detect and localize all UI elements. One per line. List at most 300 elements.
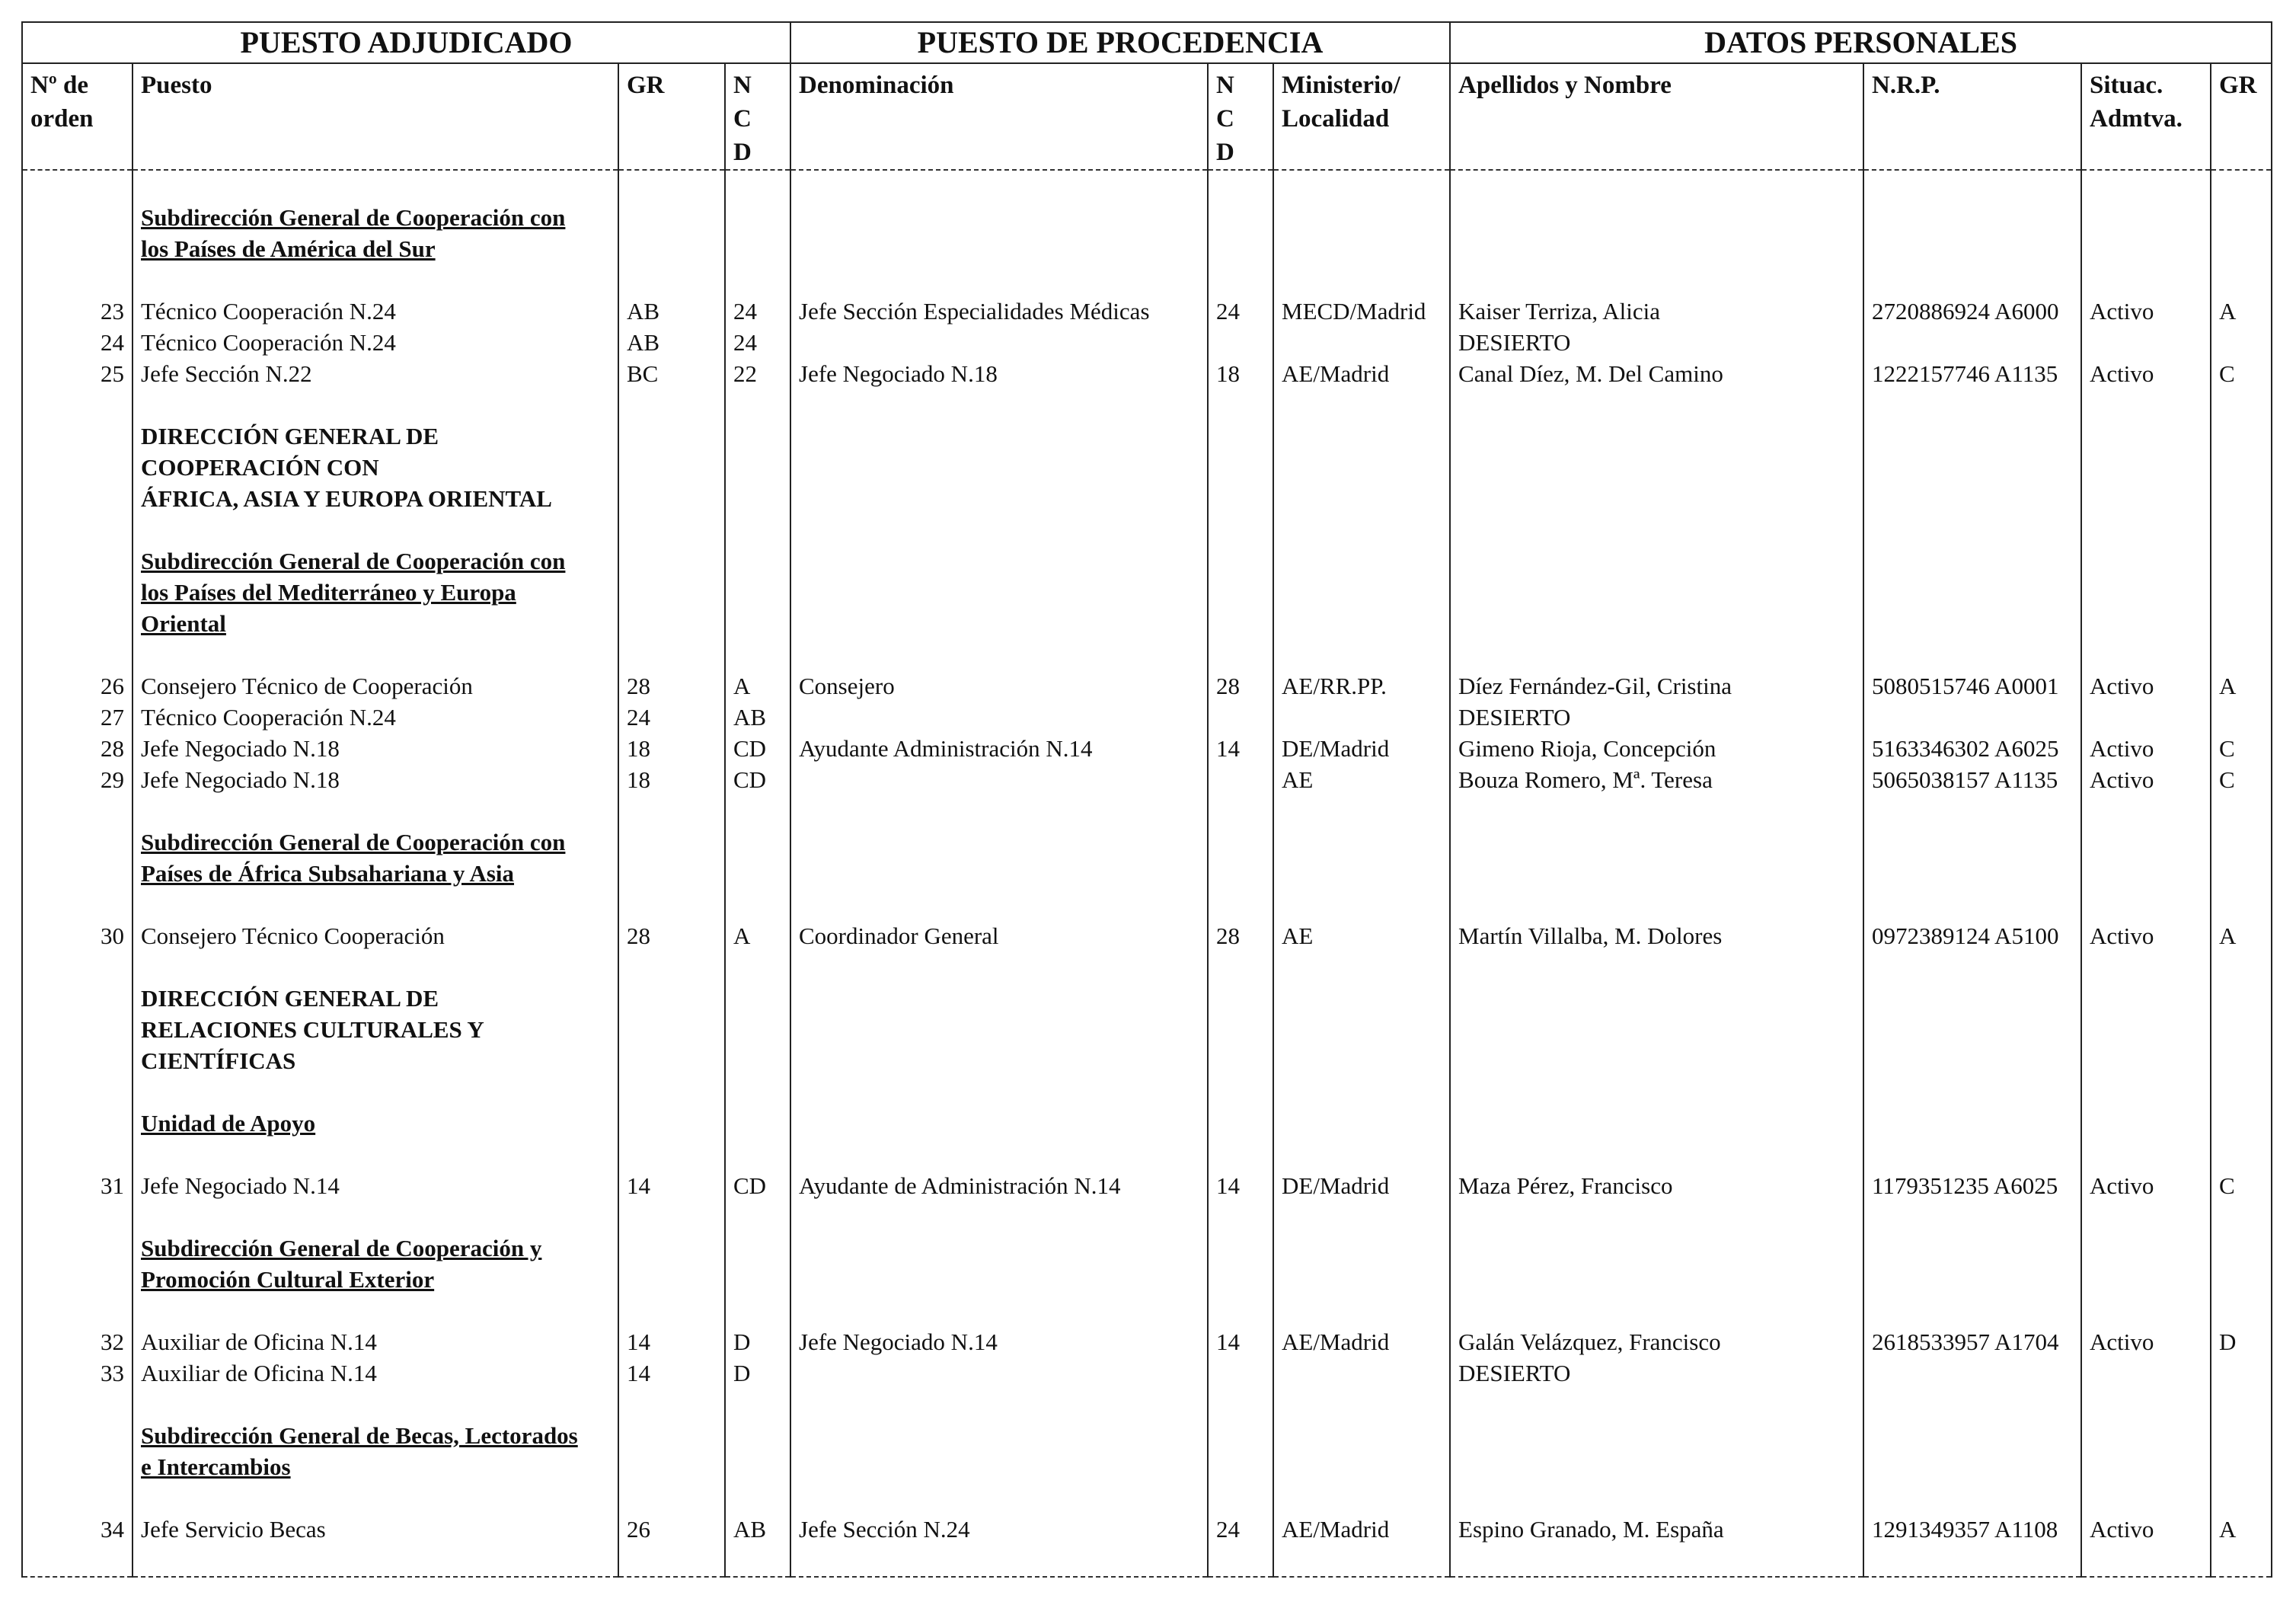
- puesto-cell: Auxiliar de Oficina N.14: [133, 1326, 618, 1357]
- empty-cell: [790, 452, 1208, 483]
- empty-cell: [1273, 233, 1450, 264]
- spacer-cell: [2211, 389, 2272, 420]
- heading-line: Subdirección General de Cooperación con: [141, 829, 566, 855]
- spacer-cell: [2211, 951, 2272, 983]
- empty-cell: [618, 1233, 725, 1264]
- empty-cell: [1208, 233, 1273, 264]
- empty-cell: [1273, 1108, 1450, 1139]
- empty-cell: [790, 233, 1208, 264]
- situacion-cell: Activo: [2081, 670, 2211, 702]
- empty-cell: [22, 858, 133, 889]
- table-row: [22, 1357, 2272, 1389]
- empty-cell: [22, 983, 133, 1014]
- ncd-cell: 24: [725, 327, 790, 358]
- nrp-cell: 2720886924 A6000: [1863, 296, 2081, 327]
- empty-cell: [2081, 983, 2211, 1014]
- spacer-cell: [1273, 951, 1450, 983]
- ncd-procedencia-cell: [1208, 327, 1273, 358]
- gr-personal-cell: [2211, 702, 2272, 733]
- empty-cell: [1208, 858, 1273, 889]
- spacer-cell: [790, 170, 1208, 202]
- spacer-cell: [2211, 1201, 2272, 1233]
- col-gr: GR: [618, 63, 725, 170]
- spacer-cell: [725, 514, 790, 545]
- spacer-cell: [790, 1139, 1208, 1170]
- empty-cell: [618, 1451, 725, 1482]
- heading-line: CIENTÍFICAS: [141, 1047, 296, 1074]
- empty-cell: [2081, 545, 2211, 577]
- denominacion-cell: Jefe Sección N.24: [790, 1514, 1208, 1545]
- orden-cell: 25: [22, 358, 133, 389]
- empty-cell: [790, 1108, 1208, 1139]
- ministerio-cell: MECD/Madrid: [1273, 296, 1450, 327]
- empty-cell: [1273, 545, 1450, 577]
- spacer-cell: [1863, 1201, 2081, 1233]
- empty-cell: [790, 1014, 1208, 1045]
- spacer-cell: [790, 1201, 1208, 1233]
- spacer-cell: [1273, 514, 1450, 545]
- spacer-cell: [790, 1295, 1208, 1326]
- empty-cell: [1208, 202, 1273, 233]
- table-row: [22, 1326, 2272, 1357]
- empty-cell: [2081, 1108, 2211, 1139]
- spacer-row: [22, 1545, 2272, 1577]
- nrp-cell: 5080515746 A0001: [1863, 670, 2081, 702]
- spacer-row: [22, 1295, 2272, 1326]
- table-row: [22, 702, 2272, 733]
- orden-cell: 28: [22, 733, 133, 764]
- gr-personal-cell: A: [2211, 296, 2272, 327]
- spacer-cell: [790, 1076, 1208, 1108]
- nrp-cell: 1179351235 A6025: [1863, 1170, 2081, 1201]
- col-ncd-procedencia: N C D: [1208, 63, 1273, 170]
- heading-line: Subdirección General de Becas, Lectorados: [141, 1422, 578, 1449]
- empty-cell: [790, 608, 1208, 639]
- section-heading: [133, 452, 618, 483]
- spacer-cell: [22, 170, 133, 202]
- spacer-cell: [1450, 889, 1863, 920]
- empty-cell: [1863, 1233, 2081, 1264]
- spacer-cell: [1450, 170, 1863, 202]
- empty-cell: [2211, 483, 2272, 514]
- empty-cell: [618, 202, 725, 233]
- ncd-procedencia-cell: 14: [1208, 1326, 1273, 1357]
- spacer-cell: [2211, 889, 2272, 920]
- heading-line: e Intercambios: [141, 1453, 291, 1480]
- subheading-row: [22, 1420, 2272, 1451]
- spacer-cell: [1450, 1076, 1863, 1108]
- empty-cell: [2211, 202, 2272, 233]
- empty-cell: [2211, 577, 2272, 608]
- section-subheading: [133, 545, 618, 577]
- empty-cell: [1450, 1233, 1863, 1264]
- spacer-cell: [618, 389, 725, 420]
- spacer-cell: [725, 795, 790, 826]
- spacer-row: [22, 1201, 2272, 1233]
- spacer-cell: [790, 1482, 1208, 1514]
- empty-cell: [790, 1233, 1208, 1264]
- ncd-cell: AB: [725, 702, 790, 733]
- spacer-cell: [1273, 389, 1450, 420]
- nrp-cell: 5065038157 A1135: [1863, 764, 2081, 795]
- ministerio-cell: AE: [1273, 920, 1450, 951]
- empty-cell: [1208, 608, 1273, 639]
- ministerio-cell: [1273, 327, 1450, 358]
- empty-cell: [2081, 1451, 2211, 1482]
- empty-cell: [1863, 420, 2081, 452]
- empty-cell: [725, 545, 790, 577]
- spacer-cell: [618, 889, 725, 920]
- nrp-cell: 5163346302 A6025: [1863, 733, 2081, 764]
- empty-cell: [1863, 452, 2081, 483]
- empty-cell: [1273, 1045, 1450, 1076]
- puesto-cell: Auxiliar de Oficina N.14: [133, 1357, 618, 1389]
- empty-cell: [2211, 452, 2272, 483]
- col-puesto: Puesto: [133, 63, 618, 170]
- empty-cell: [2211, 1420, 2272, 1451]
- gr-cell: AB: [618, 327, 725, 358]
- spacer-cell: [1208, 1295, 1273, 1326]
- spacer-cell: [1273, 1295, 1450, 1326]
- ministerio-cell: DE/Madrid: [1273, 733, 1450, 764]
- spacer-cell: [133, 1201, 618, 1233]
- puesto-cell: Jefe Negociado N.18: [133, 764, 618, 795]
- empty-cell: [725, 1045, 790, 1076]
- spacer-row: [22, 889, 2272, 920]
- spacer-cell: [790, 889, 1208, 920]
- empty-cell: [1273, 826, 1450, 858]
- empty-cell: [618, 1108, 725, 1139]
- col-ministerio: Ministerio/ Localidad: [1273, 63, 1450, 170]
- nrp-cell: [1863, 1357, 2081, 1389]
- heading-line: los Países del Mediterráneo y Europa: [141, 579, 516, 606]
- ncd-procedencia-cell: 14: [1208, 733, 1273, 764]
- spacer-cell: [2211, 795, 2272, 826]
- spacer-cell: [1208, 951, 1273, 983]
- spacer-cell: [1863, 389, 2081, 420]
- empty-cell: [725, 858, 790, 889]
- empty-cell: [2081, 826, 2211, 858]
- empty-cell: [1450, 1045, 1863, 1076]
- spacer-cell: [1450, 1295, 1863, 1326]
- spacer-cell: [725, 170, 790, 202]
- gr-personal-cell: A: [2211, 1514, 2272, 1545]
- empty-cell: [22, 1233, 133, 1264]
- spacer-cell: [2211, 264, 2272, 296]
- spacer-cell: [1208, 889, 1273, 920]
- spacer-cell: [1208, 1389, 1273, 1420]
- col-ncd: N C D: [725, 63, 790, 170]
- empty-cell: [1863, 1014, 2081, 1045]
- empty-cell: [1450, 1451, 1863, 1482]
- section-subheading: [133, 1108, 618, 1139]
- spacer-cell: [1208, 170, 1273, 202]
- gr-cell: 24: [618, 702, 725, 733]
- spacer-cell: [1450, 1201, 1863, 1233]
- empty-cell: [1450, 826, 1863, 858]
- heading-line: DIRECCIÓN GENERAL DE: [141, 423, 439, 449]
- spacer-cell: [1273, 1201, 1450, 1233]
- empty-cell: [1208, 983, 1273, 1014]
- puesto-cell: Técnico Cooperación N.24: [133, 327, 618, 358]
- spacer-cell: [618, 1295, 725, 1326]
- empty-cell: [1450, 1420, 1863, 1451]
- empty-cell: [725, 1264, 790, 1295]
- spacer-cell: [618, 1389, 725, 1420]
- empty-cell: [22, 233, 133, 264]
- gr-personal-cell: A: [2211, 670, 2272, 702]
- empty-cell: [1863, 858, 2081, 889]
- section-subheading: [133, 1451, 618, 1482]
- empty-cell: [618, 545, 725, 577]
- gr-personal-cell: C: [2211, 358, 2272, 389]
- table-row: [22, 327, 2272, 358]
- spacer-cell: [22, 951, 133, 983]
- heading-row: [22, 983, 2272, 1014]
- ncd-cell: 24: [725, 296, 790, 327]
- spacer-cell: [2081, 1545, 2211, 1577]
- spacer-cell: [1208, 1139, 1273, 1170]
- heading-line: los Países de América del Sur: [141, 235, 436, 262]
- puesto-cell: Jefe Servicio Becas: [133, 1514, 618, 1545]
- spacer-cell: [725, 264, 790, 296]
- situacion-cell: Activo: [2081, 358, 2211, 389]
- orden-cell: 24: [22, 327, 133, 358]
- nombre-cell: DESIERTO: [1450, 327, 1863, 358]
- spacer-cell: [2081, 1389, 2211, 1420]
- col-gr-personal: GR: [2211, 63, 2272, 170]
- empty-cell: [1450, 983, 1863, 1014]
- empty-cell: [1450, 452, 1863, 483]
- spacer-cell: [1208, 389, 1273, 420]
- empty-cell: [1863, 233, 2081, 264]
- situacion-cell: [2081, 1357, 2211, 1389]
- group-header-personales: DATOS PERSONALES: [1450, 22, 2272, 63]
- spacer-cell: [790, 951, 1208, 983]
- heading-line: Unidad de Apoyo: [141, 1110, 316, 1137]
- empty-cell: [1863, 483, 2081, 514]
- spacer-cell: [2081, 1201, 2211, 1233]
- ncd-cell: D: [725, 1357, 790, 1389]
- orden-cell: 31: [22, 1170, 133, 1201]
- table-row: [22, 296, 2272, 327]
- heading-line: ÁFRICA, ASIA Y EUROPA ORIENTAL: [141, 485, 552, 512]
- ncd-cell: CD: [725, 733, 790, 764]
- empty-cell: [618, 452, 725, 483]
- empty-cell: [1863, 1264, 2081, 1295]
- empty-cell: [2081, 577, 2211, 608]
- heading-row: [22, 1014, 2272, 1045]
- col-nrp: N.R.P.: [1863, 63, 2081, 170]
- empty-cell: [2081, 1014, 2211, 1045]
- spacer-cell: [725, 1482, 790, 1514]
- empty-cell: [618, 826, 725, 858]
- orden-cell: 32: [22, 1326, 133, 1357]
- spacer-row: [22, 795, 2272, 826]
- spacer-cell: [2211, 1139, 2272, 1170]
- col-situacion: Situac. Admtva.: [2081, 63, 2211, 170]
- spacer-cell: [2211, 1076, 2272, 1108]
- spacer-cell: [133, 1389, 618, 1420]
- ncd-procedencia-cell: 24: [1208, 1514, 1273, 1545]
- spacer-cell: [1273, 264, 1450, 296]
- puesto-cell: Técnico Cooperación N.24: [133, 702, 618, 733]
- table-row: [22, 733, 2272, 764]
- empty-cell: [725, 983, 790, 1014]
- empty-cell: [1208, 826, 1273, 858]
- empty-cell: [1208, 452, 1273, 483]
- ncd-procedencia-cell: [1208, 764, 1273, 795]
- empty-cell: [2081, 608, 2211, 639]
- empty-cell: [2081, 858, 2211, 889]
- nombre-cell: Galán Velázquez, Francisco: [1450, 1326, 1863, 1357]
- empty-cell: [725, 577, 790, 608]
- orden-cell: 30: [22, 920, 133, 951]
- spacer-cell: [618, 1139, 725, 1170]
- empty-cell: [1208, 1045, 1273, 1076]
- empty-cell: [1273, 1014, 1450, 1045]
- denominacion-cell: Ayudante de Administración N.14: [790, 1170, 1208, 1201]
- spacer-cell: [22, 889, 133, 920]
- nombre-cell: Bouza Romero, Mª. Teresa: [1450, 764, 1863, 795]
- gr-cell: 14: [618, 1326, 725, 1357]
- empty-cell: [22, 1014, 133, 1045]
- ncd-procedencia-cell: 28: [1208, 920, 1273, 951]
- spacer-cell: [2081, 1139, 2211, 1170]
- spacer-cell: [1450, 795, 1863, 826]
- empty-cell: [1450, 1264, 1863, 1295]
- denominacion-cell: [790, 764, 1208, 795]
- empty-cell: [790, 420, 1208, 452]
- spacer-cell: [133, 1139, 618, 1170]
- section-subheading: [133, 608, 618, 639]
- empty-cell: [2081, 483, 2211, 514]
- group-header-row: [22, 22, 2272, 63]
- spacer-cell: [2081, 889, 2211, 920]
- empty-cell: [1208, 1014, 1273, 1045]
- spacer-cell: [2081, 1076, 2211, 1108]
- empty-cell: [2211, 826, 2272, 858]
- empty-cell: [790, 826, 1208, 858]
- empty-cell: [618, 1014, 725, 1045]
- spacer-cell: [618, 514, 725, 545]
- spacer-cell: [725, 1201, 790, 1233]
- situacion-cell: Activo: [2081, 920, 2211, 951]
- spacer-cell: [1450, 1389, 1863, 1420]
- spacer-cell: [133, 514, 618, 545]
- spacer-cell: [1273, 1389, 1450, 1420]
- ncd-cell: A: [725, 920, 790, 951]
- nombre-cell: DESIERTO: [1450, 702, 1863, 733]
- spacer-cell: [1450, 639, 1863, 670]
- puesto-cell: Técnico Cooperación N.24: [133, 296, 618, 327]
- empty-cell: [1273, 452, 1450, 483]
- spacer-cell: [1208, 514, 1273, 545]
- spacer-cell: [133, 389, 618, 420]
- ncd-cell: CD: [725, 1170, 790, 1201]
- empty-cell: [22, 1264, 133, 1295]
- spacer-cell: [725, 1139, 790, 1170]
- spacer-cell: [2081, 795, 2211, 826]
- empty-cell: [2081, 1420, 2211, 1451]
- spacer-cell: [1208, 639, 1273, 670]
- section-heading: [133, 483, 618, 514]
- spacer-cell: [1863, 951, 2081, 983]
- denominacion-cell: Jefe Negociado N.18: [790, 358, 1208, 389]
- empty-cell: [725, 452, 790, 483]
- empty-cell: [1273, 202, 1450, 233]
- spacer-cell: [725, 1389, 790, 1420]
- situacion-cell: Activo: [2081, 764, 2211, 795]
- spacer-cell: [1273, 639, 1450, 670]
- empty-cell: [1208, 420, 1273, 452]
- denominacion-cell: [790, 702, 1208, 733]
- section-heading: [133, 983, 618, 1014]
- heading-row: [22, 483, 2272, 514]
- empty-cell: [2081, 202, 2211, 233]
- empty-cell: [1863, 1420, 2081, 1451]
- gr-cell: 28: [618, 920, 725, 951]
- spacer-cell: [1450, 389, 1863, 420]
- spacer-cell: [2081, 1295, 2211, 1326]
- empty-cell: [1863, 1108, 2081, 1139]
- ministerio-cell: AE/Madrid: [1273, 358, 1450, 389]
- spacer-cell: [1863, 264, 2081, 296]
- subheading-row: [22, 858, 2272, 889]
- denominacion-cell: Coordinador General: [790, 920, 1208, 951]
- empty-cell: [790, 858, 1208, 889]
- heading-line: RELACIONES CULTURALES Y: [141, 1016, 484, 1043]
- ncd-cell: D: [725, 1326, 790, 1357]
- denominacion-cell: [790, 1357, 1208, 1389]
- spacer-cell: [725, 639, 790, 670]
- section-subheading: [133, 826, 618, 858]
- table-body: [22, 170, 2272, 1577]
- empty-cell: [725, 420, 790, 452]
- empty-cell: [22, 452, 133, 483]
- spacer-cell: [725, 389, 790, 420]
- spacer-cell: [2211, 1389, 2272, 1420]
- empty-cell: [1208, 1264, 1273, 1295]
- empty-cell: [22, 420, 133, 452]
- adjudication-table: [21, 21, 2272, 1578]
- section-subheading: [133, 1233, 618, 1264]
- empty-cell: [790, 1264, 1208, 1295]
- ncd-cell: 22: [725, 358, 790, 389]
- empty-cell: [725, 202, 790, 233]
- spacer-cell: [2211, 1545, 2272, 1577]
- spacer-cell: [790, 639, 1208, 670]
- empty-cell: [790, 577, 1208, 608]
- spacer-row: [22, 951, 2272, 983]
- spacer-cell: [133, 1482, 618, 1514]
- empty-cell: [725, 1108, 790, 1139]
- group-header-procedencia: PUESTO DE PROCEDENCIA: [790, 22, 1450, 63]
- spacer-cell: [133, 951, 618, 983]
- spacer-cell: [618, 1201, 725, 1233]
- empty-cell: [618, 1045, 725, 1076]
- spacer-cell: [133, 1076, 618, 1108]
- gr-personal-cell: C: [2211, 764, 2272, 795]
- nrp-cell: 2618533957 A1704: [1863, 1326, 2081, 1357]
- spacer-cell: [1863, 639, 2081, 670]
- subheading-row: [22, 233, 2272, 264]
- empty-cell: [618, 608, 725, 639]
- empty-cell: [725, 483, 790, 514]
- spacer-cell: [790, 514, 1208, 545]
- empty-cell: [790, 1451, 1208, 1482]
- empty-cell: [618, 483, 725, 514]
